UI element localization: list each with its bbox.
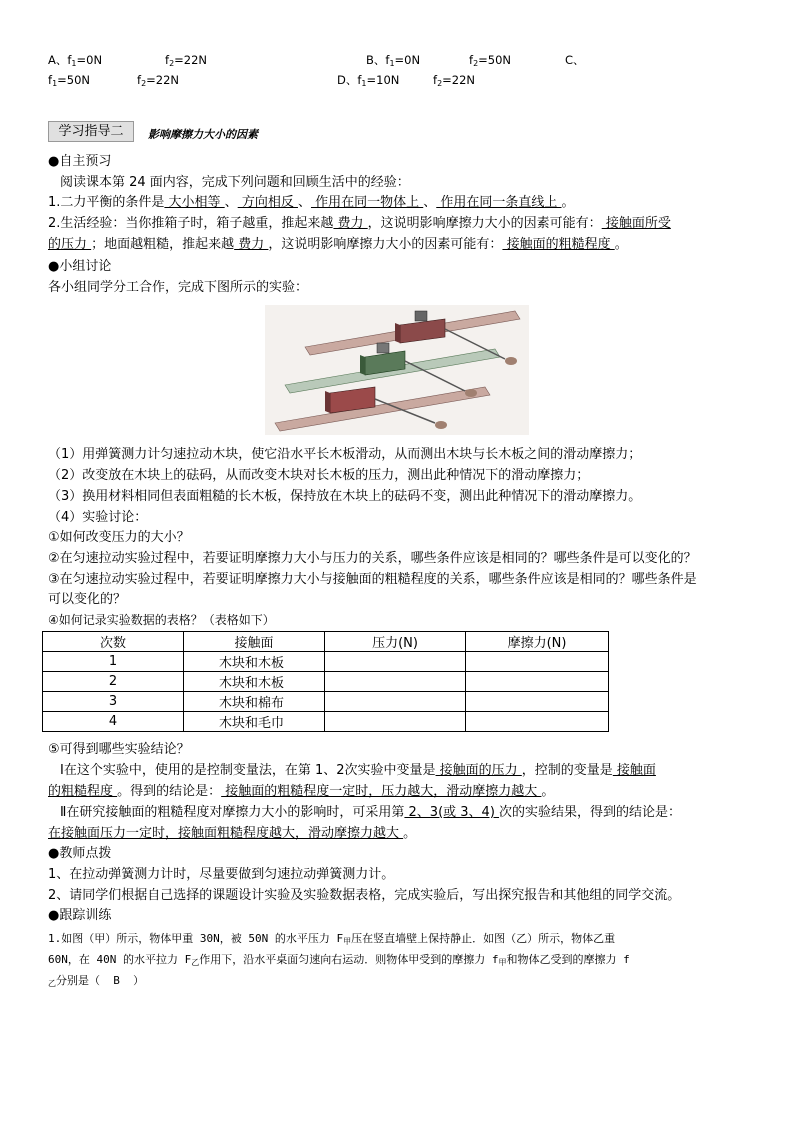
header-surface: 接触面 [184,632,325,652]
guide-tab: 学习指导二 [48,121,134,142]
guide-title: 影响摩擦力大小的因素 [148,128,258,141]
question-2: ②在匀速拉动实验过程中，若要证明摩擦力大小与压力的关系，哪些条件应该是相同的？哪些条件是可以变化的？ [48,551,697,566]
step-4: （4）实验讨论： [48,510,148,525]
preview-q2: 2.生活经验：当你推箱子时，箱子越重，推起来越 费力 ，这说明影响摩擦力大小的因素可能有： 接触面所受 [48,216,671,231]
preview-q1: 1.二力平衡的条件是 大小相等 、 方向相反 、 作用在同一物体上 、 作用在同一条直线上 。 [48,195,575,210]
step-1: （1）用弹簧测力计匀速拉动木块，使它沿水平长木板滑动，从而测出木块与长木板之间的滑动摩擦力； [48,447,642,462]
option-b-f2: $f_2=50N$ [469,53,512,68]
question-4: ④如何记录实验数据的表格？（表格如下） [48,613,275,627]
conclusion-1-cont: 的粗糙程度 。得到的结论是： 接触面的粗糙程度一定时，压力越大，滑动摩擦力越大 。 [48,784,555,799]
training-q1-line1: 1.如图（甲）所示，物体甲重 30N，被 50N 的水平压力 $F_甲$压在竖直墙壁上保持静止．如图（乙）所示，物体乙重 [48,932,616,946]
table-cell[interactable] [466,652,609,672]
table-cell: 4 [43,712,184,732]
table-header-row [43,632,609,652]
table-cell: 木块和毛巾 [184,712,325,732]
header-count: 次数 [43,632,184,652]
discussion-intro: 各小组同学分工合作，完成下图所示的实验： [48,280,309,295]
option-a: A、$f_1=0N$ [48,53,103,68]
question-3: ③在匀速拉动实验过程中，若要证明摩擦力大小与接触面的粗糙程度的关系，哪些条件应该是相同的？哪些条件是 [48,572,697,587]
experiment-figure [265,305,529,435]
option-c: $f_1=50N$ [48,73,91,88]
table-cell[interactable] [325,712,466,732]
table-cell: 木块和木板 [184,652,325,672]
table-row [43,692,609,712]
table-cell: 1 [43,652,184,672]
preview-intro: 阅读课本第 24 面内容，完成下列问题和回顾生活中的经验： [60,175,410,190]
table-cell[interactable] [325,652,466,672]
option-d-f2: $f_2=22N$ [433,73,476,88]
option-c-label: C、 [565,53,585,67]
training-q1-line2: 60N，在 40N 的水平拉力 $F_乙$作用下，沿水平桌面匀速向右运动．则物体甲受到的摩擦力 $f_甲$和物体乙受到的摩擦力 f [48,953,630,967]
teacher-point-2: 2、请同学们根据自己选择的课题设计实验及实验数据表格，完成实验后，写出探究报告和其他组的同学交流。 [48,888,681,903]
teacher-point-1: 1、在拉动弹簧测力计时，尽量要做到匀速拉动弹簧测力计。 [48,867,395,882]
table-cell: 2 [43,672,184,692]
table-row [43,652,609,672]
answer: B [113,974,120,987]
data-table [42,631,609,732]
table-cell[interactable] [325,672,466,692]
conclusion-1: Ⅰ在这个实验中，使用的是控制变量法，在第 1、2次实验中变量是 接触面的压力 ，控制的变量是 接触面 [60,763,656,778]
teacher-heading: ●教师点拨 [48,846,112,861]
conclusion-2: Ⅱ在研究接触面的粗糙程度对摩擦力大小的影响时，可采用第 2、3(或 3、4) 次的实验结果，得到的结论是： [60,805,682,820]
discussion-heading: ●小组讨论 [48,259,112,274]
table-cell: 木块和木板 [184,672,325,692]
table-cell: 3 [43,692,184,712]
option-c-f2: $f_2=22N$ [137,73,180,88]
training-q1-line3: $_乙$分别是（ B ） [48,974,145,988]
table-row [43,672,609,692]
question-1: ①如何改变压力的大小？ [48,530,190,545]
table-cell[interactable] [325,692,466,712]
question-5: ⑤可得到哪些实验结论？ [48,742,190,757]
table-cell[interactable] [466,672,609,692]
step-3: （3）换用材料相同但表面粗糙的长木板，保持放在木块上的砝码不变，测出此种情况下的滑动摩擦力。 [48,489,642,504]
question-3-cont: 可以变化的？ [48,592,127,607]
step-2: （2）改变放在木块上的砝码，从而改变木块对长木板的压力，测出此种情况下的滑动摩擦力； [48,468,590,483]
table-cell[interactable] [466,712,609,732]
table-row [43,712,609,732]
preview-heading: ●自主预习 [48,154,112,169]
option-a-f2: $f_2=22N$ [165,53,208,68]
header-friction: 摩擦力(N) [466,632,609,652]
option-d: D、$f_1=10N$ [337,73,400,88]
header-pressure: 压力(N) [325,632,466,652]
preview-q2-cont: 的压力 ；地面越粗糙，推起来越 费力 ，这说明影响摩擦力大小的因素可能有： 接触面的粗糙程度 。 [48,237,628,252]
option-b: B、$f_1=0N$ [366,53,421,68]
training-heading: ●跟踪训练 [48,908,112,923]
table-cell: 木块和棉布 [184,692,325,712]
table-cell[interactable] [466,692,609,712]
conclusion-2-cont: 在接触面压力一定时，接触面粗糙程度越大，滑动摩擦力越大 。 [48,826,417,841]
